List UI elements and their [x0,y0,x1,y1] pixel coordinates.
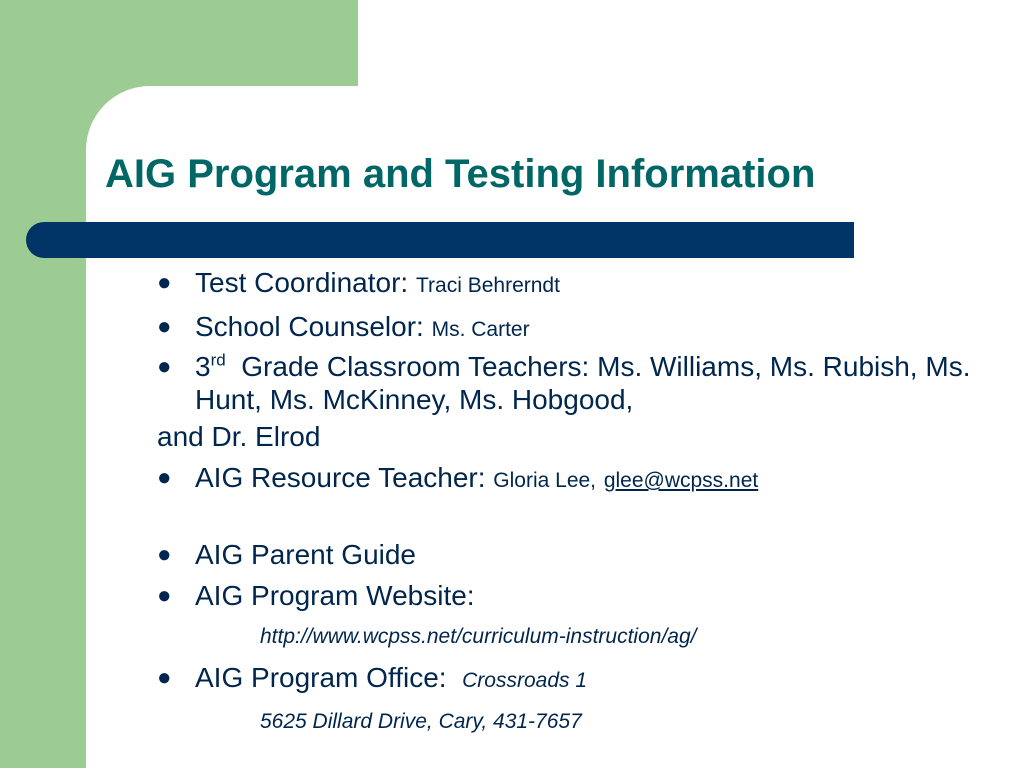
bullet-icon: ● [157,664,172,691]
program-office-label: AIG Program Office: [195,662,447,693]
list-item-test-coordinator [157,262,1007,306]
bullet-icon: ● [157,582,172,609]
school-counselor-name: Ms. Carter [431,318,530,341]
slide-title: AIG Program and Testing Information [105,152,816,196]
test-coordinator-name: Traci Behrerndt [416,274,560,297]
program-website-url[interactable]: http://www.wcpss.net/curriculum-instruction/ag/ [260,625,697,648]
spacer [157,501,1007,534]
program-office-address: 5625 Dillard Drive, Cary, 431-7657 [260,710,582,733]
bullet-list [157,262,1007,742]
school-counselor-label: School Counselor: [195,311,424,342]
program-website-label: AIG Program Website: [195,580,475,611]
test-coordinator-label: Test Coordinator: [195,267,409,298]
resource-teacher-label: AIG Resource Teacher: [195,462,486,493]
parent-guide-label: AIG Parent Guide [195,539,417,570]
classroom-teachers-text: Grade Classroom Teachers: Ms. Williams, Ms. Rubish, Ms. Hunt, Ms. McKinney, Ms. Hobgood, [195,351,971,415]
classroom-teachers-continuation: and Dr. Elrod [157,421,321,452]
bullet-icon: ● [157,353,172,380]
bullet-icon: ● [157,313,172,340]
list-item-school-counselor [157,306,1007,350]
list-item-classroom-teachers [157,350,1007,416]
list-item-program-office [157,657,1007,701]
list-item-program-website [157,575,1007,616]
navy-divider-bar [26,222,854,258]
resource-teacher-name: Gloria Lee, [493,469,597,492]
bullet-icon: ● [157,541,172,568]
grade-number: 3 [195,351,211,382]
grade-ordinal-suffix: rd [210,350,226,370]
resource-teacher-email-link[interactable]: glee@wcpss.net [603,469,759,492]
bullet-icon: ● [157,269,172,296]
bullet-icon: ● [157,464,172,491]
list-item-resource-teacher [157,457,1007,501]
list-item-parent-guide [157,534,1007,575]
program-office-location: Crossroads 1 [462,669,588,692]
